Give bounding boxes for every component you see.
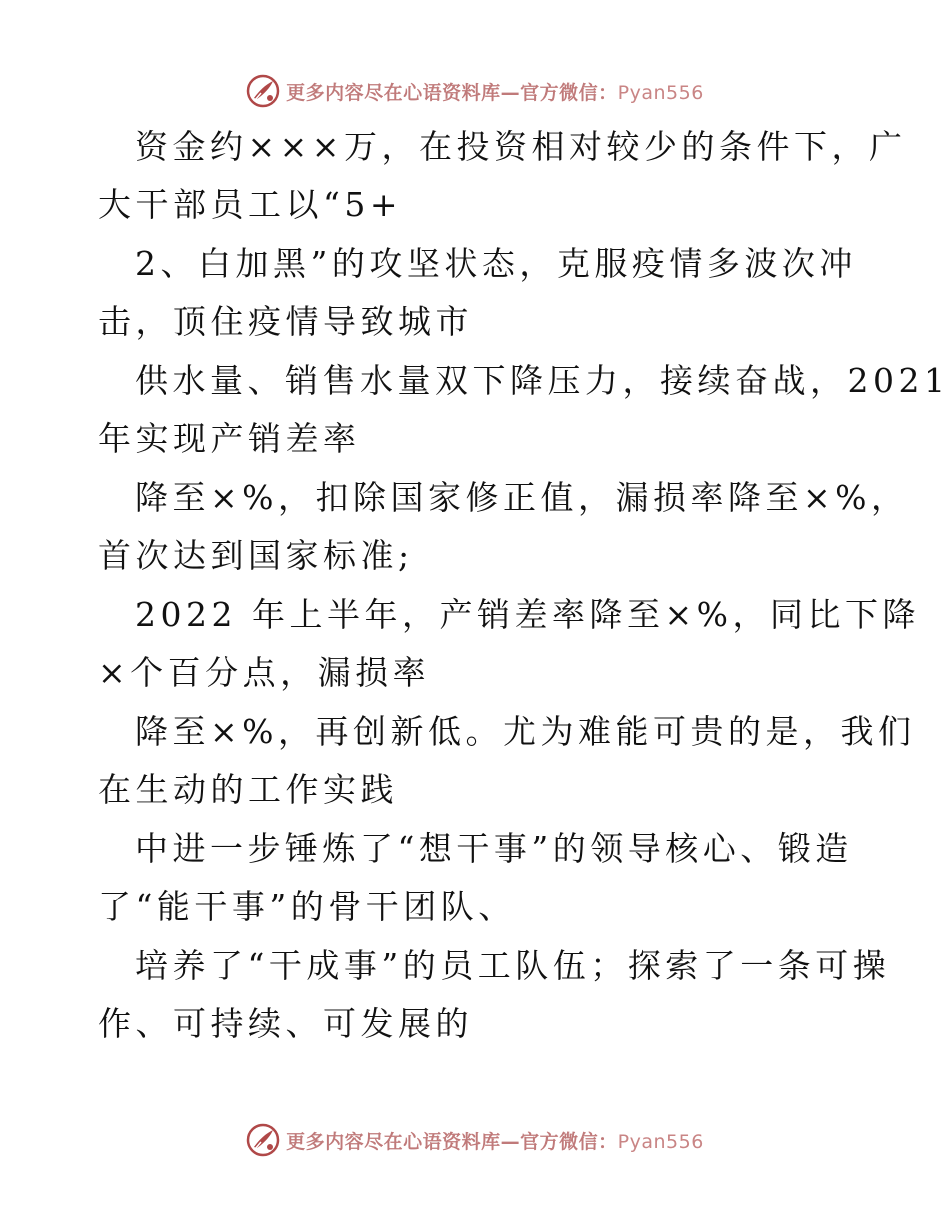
paragraph-6-line-2: 在生动的工作实践	[98, 770, 398, 809]
paragraph-3-line-1: 供水量、销售水量双下降压力，接续奋战，2021	[135, 361, 950, 400]
paragraph-7-line-1: 中进一步锤炼了“想干事”的领导核心、锻造	[135, 829, 853, 868]
paragraph-8-line-1: 培养了“干成事”的员工队伍；探索了一条可操	[135, 946, 891, 985]
paragraph-1-line-1: 资金约×××万，在投资相对较少的条件下，广	[135, 127, 907, 166]
footer-watermark	[0, 1120, 950, 1160]
paragraph-8-line-2: 作、可持续、可发展的	[98, 1004, 473, 1043]
paragraph-5-line-2: ×个百分点，漏损率	[98, 653, 431, 692]
quill-pen-logo-icon	[246, 74, 280, 108]
paragraph-5-line-1: 2022 年上半年，产销差率降至×%，同比下降	[135, 595, 920, 634]
quill-pen-logo-icon	[246, 1123, 280, 1157]
watermark-text	[286, 1127, 704, 1154]
paragraph-4-line-2: 首次达到国家标准;	[98, 536, 414, 575]
paragraph-1-line-2: 大干部员工以“5+	[98, 185, 403, 224]
watermark-wechat-id: Pyan556	[617, 81, 704, 104]
paragraph-2-line-2: 击，顶住疫情导致城市	[98, 302, 473, 341]
watermark-text-cn: 更多内容尽在心语资料库—官方微信：	[286, 1130, 618, 1153]
watermark-text	[286, 78, 704, 105]
header-watermark	[0, 71, 950, 111]
paragraph-4-line-1: 降至×%，扣除国家修正值，漏损率降至×%，	[135, 478, 909, 517]
paragraph-3-line-2: 年实现产销差率	[98, 419, 361, 458]
paragraph-2-line-1: 2、白加黑”的攻坚状态，克服疫情多波次冲	[135, 244, 857, 283]
paragraph-7-line-2: 了“能干事”的骨干团队、	[98, 887, 516, 926]
watermark-wechat-id: Pyan556	[617, 1130, 704, 1153]
watermark-text-cn: 更多内容尽在心语资料库—官方微信：	[286, 81, 618, 104]
paragraph-6-line-1: 降至×%，再创新低。尤为难能可贵的是，我们	[135, 712, 916, 751]
